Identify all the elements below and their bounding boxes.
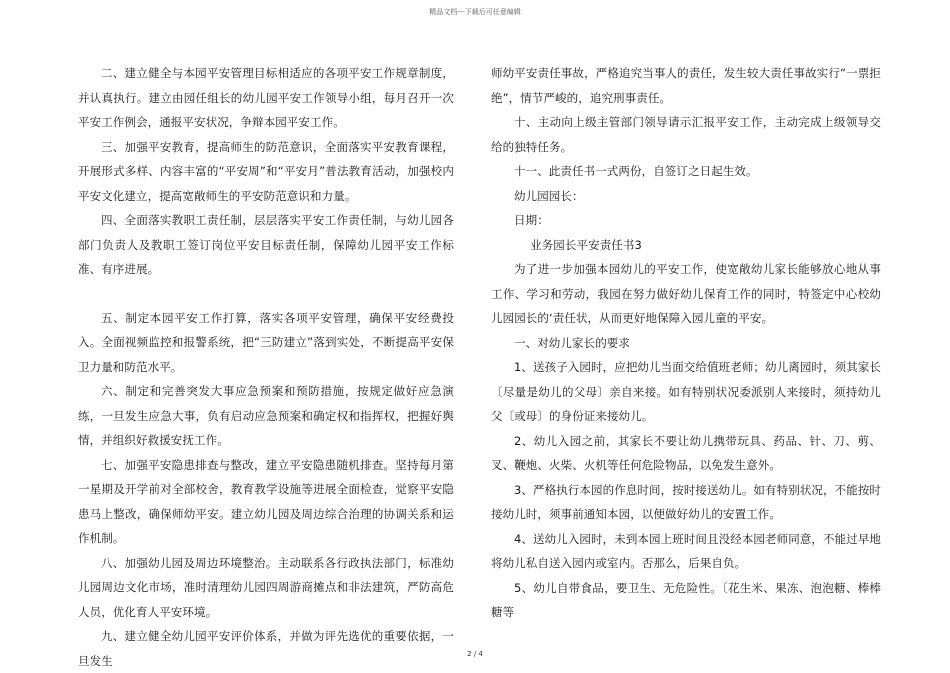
- requirement-4: 4、送幼儿入园时，未到本园上班时间且没经本园老师同意，不能过早地将幼儿私自送入园内或室内。否那么，后果自负。: [491, 531, 882, 570]
- paragraph-10: 十、主动向上级主管部门领导请示汇报平安工作，主动完成上级领导交给的独特任务。: [491, 115, 881, 154]
- page-number: 2 / 4: [467, 650, 483, 658]
- paragraph-9-cont: 师幼平安责任事故，严格追究当事人的责任，发生较大责任事故实行“一票拒绝”，情节严峻的，追究刑事责任。: [491, 66, 881, 105]
- right-column: [491, 61, 881, 625]
- left-column: [78, 61, 454, 673]
- intro-paragraph: 为了进一步加强本园幼儿的平安工作，使宽敞幼儿家长能够放心地从事工作、学习和劳动，我园在努力做好幼儿保育工作的同时，特签定中心校幼儿园园长的‘责任状，从而更好地保障入园儿童的平安。: [491, 262, 881, 325]
- page-header: 精品文档---下载后可任意编辑: [429, 8, 521, 16]
- paragraph-3: 三、加强平安教育，提高师生的防范意识，全面落实平安教育课程，开展形式多样、内容丰富的“平安周”和“平安月”普法教育活动，加强校内平安文化建立，提高宽敞师生的平安防范意识和力量。: [78, 139, 454, 203]
- requirement-5: 5、幼儿自带食品，要卫生、无危险性。〔花生米、果冻、泡泡糖、棒棒糖等: [491, 580, 881, 619]
- paragraph-4: 四、全面落实教职工责任制，层层落实平安工作责任制，与幼儿园各部门负责人及教职工签订岗位平安目标责任制，保障幼儿园平安工作标准、有序进展。: [78, 213, 454, 276]
- requirement-1: 1、送孩子入园时，应把幼儿当面交给值班老师；幼儿离园时，须其家长〔尽量是幼儿的父母〕亲自来接。如有特别状况委派别人来接时，须持幼儿父〔或母〕的身份证来接幼儿。: [491, 360, 882, 423]
- paragraph-9: 九、建立健全幼儿园平安评价体系，并做为评先选优的重要依据，一旦发生: [78, 629, 454, 668]
- paragraph-2: 二、建立健全与本园平安管理目标相适应的各项平安工作规章制度，并认真执行。建立由园任组长的幼儿园平安工作领导小组，每月召开一次平安工作例会，通报平安状况，争辩本园平安工作。: [78, 66, 454, 129]
- paragraph-gap: [78, 282, 454, 306]
- paragraph-6: 六、制定和完善突发大事应急预案和预防措施，按规定做好应急演练，一旦发生应急大事，负有启动应急预案和确定权和指挥权，把握好舆情，并组织好救援安抚工作。: [78, 384, 454, 447]
- paragraph-5: 五、制定本园平安工作打算，落实各项平安管理，确保平安经费投入。全面视频监控和报警系统，把“三防建立”落到实处，不断提高平安保卫力量和防范水平。: [78, 310, 454, 374]
- signature-date: 日期：: [514, 213, 549, 227]
- paragraph-11: 十一、此责任书一式两份，自签订之日起生效。: [514, 164, 758, 178]
- requirement-3: 3、严格执行本园的作息时间，按时接送幼儿。如有特别状况，不能按时接幼儿时，须事前通知本园，以便做好幼儿的安置工作。: [491, 482, 882, 521]
- parent-requirements-heading: 一、对幼儿家长的要求: [514, 335, 630, 350]
- requirement-2: 2、幼儿入园之前，其家长不要让幼儿携带玩具、药品、针、刀、剪、叉、鞭炮、火柴、火机等任何危险物品，以免发生意外。: [491, 433, 881, 472]
- paragraph-8: 八、加强幼儿园及周边环境整治。主动联系各行政执法部门，标准幼儿园周边文化市场，准时清理幼儿园四周游商摊点和非法建筑，严防高危人员，优化育人平安环境。: [78, 555, 454, 619]
- section-title: 业务园长平安责任书3: [530, 237, 642, 252]
- signature-principal: 幼儿园园长：: [514, 188, 584, 203]
- paragraph-7: 七、加强平安隐患排查与整改，建立平安隐患随机排查。坚持每月第一星期及开学前对全部校舍，教育教学设施等进展全面检查，觉察平安隐患马上整改，确保师幼平安。建立幼儿园及周边综合治理的协调关系和运作机制。: [78, 457, 454, 545]
